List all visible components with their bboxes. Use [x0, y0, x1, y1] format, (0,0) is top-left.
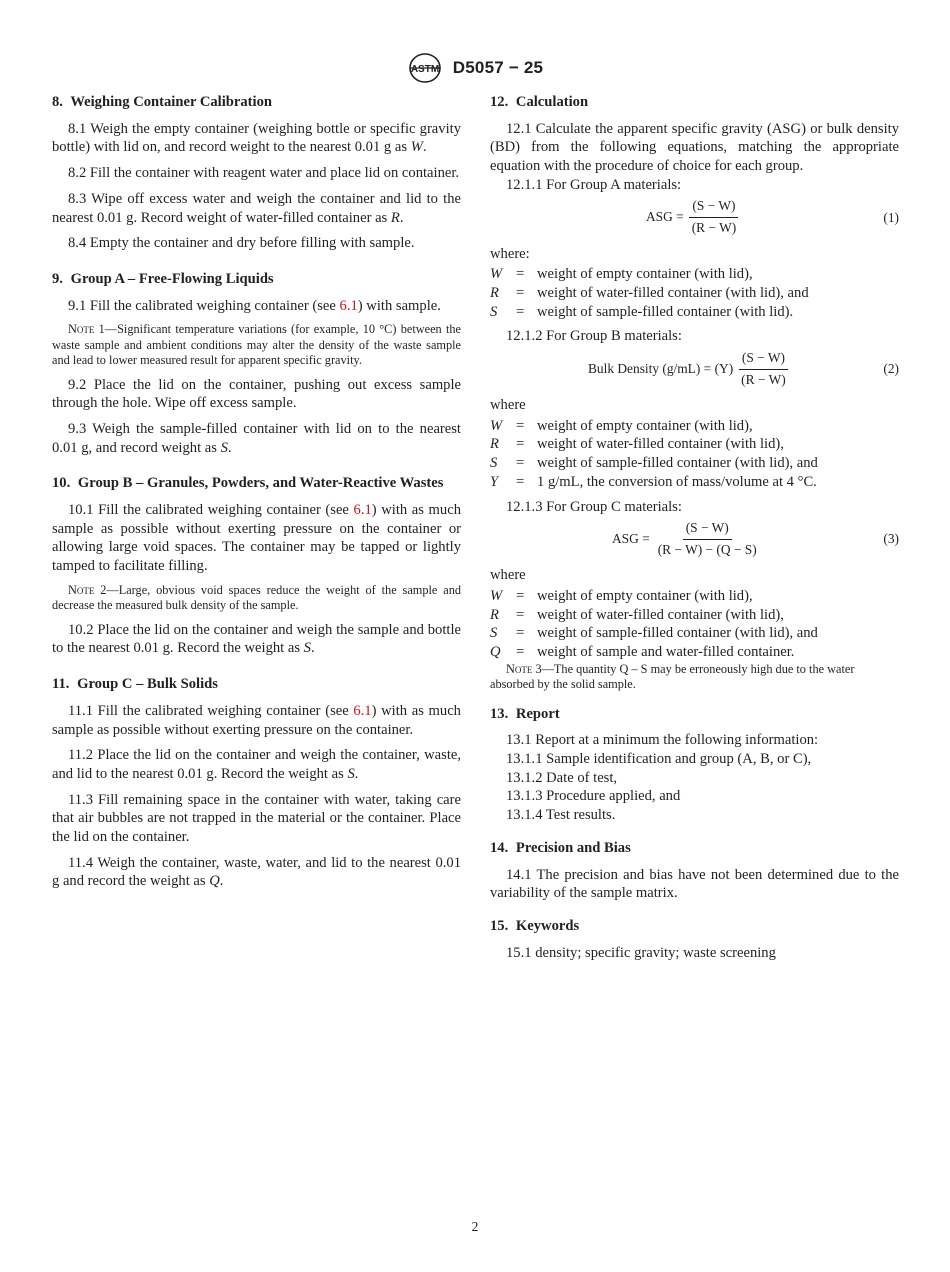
para-11-1: 11.1 Fill the calibrated weighing container (see 6.1) with as much sample as possible without exerting pressure on the container. [52, 702, 461, 738]
definition-symbol: Y [490, 473, 499, 490]
section-12-title: 12. Calculation [490, 94, 589, 110]
para-12-1-2: 12.1.2 For Group B materials: [506, 328, 682, 345]
para-8-3: 8.3 Wipe off excess water and weigh the container and lid to the nearest 0.01 g. Record weight of water-filled container as R. [52, 190, 461, 226]
eq1-numerator: (S − W) [689, 197, 738, 218]
right-column [490, 93, 899, 962]
para-12-1-1: 12.1.1 For Group A materials: [506, 176, 682, 193]
astm-logo-icon [407, 52, 443, 84]
section-9-title: 9. Group A – Free-Flowing Liquids [52, 270, 274, 287]
eq1-number: (1) [883, 209, 899, 225]
definition-row [490, 643, 899, 662]
eq3-lhs: ASG = [612, 530, 650, 546]
para-12-1-3: 12.1.3 For Group C materials: [506, 498, 682, 515]
where-3: where [490, 567, 526, 584]
definition-equals: = [516, 455, 525, 472]
definition-symbol: W [490, 266, 503, 283]
definition-row [490, 454, 899, 473]
ref-6-1-link[interactable]: 6.1 [353, 702, 372, 719]
para-10-1: 10.1 Fill the calibrated weighing container (see 6.1) with as much sample as possible without exerting pressure on the container or allowing large void spaces. The container may be tapped or lightly tamped to facilitate filling. [52, 502, 461, 575]
note-3: Note 3—The quantity Q – S may be erroneously high due to the water absorbed by the solid sample. [490, 661, 855, 692]
para-8-2: 8.2 Fill the container with reagent water and place lid on container. [68, 165, 460, 182]
definition-symbol: R [490, 436, 499, 453]
section-15-title: 15. Keywords [490, 917, 580, 934]
definition-symbol: S [490, 455, 498, 472]
where-2: where [490, 397, 526, 414]
definition-text: weight of sample-filled container (with lid), and [537, 455, 818, 472]
definition-text: weight of water-filled container (with lid), and [537, 284, 809, 301]
note-1: Note 1—Significant temperature variations (for example, 10 °C) between the waste sample and ambient conditions may alter the density of the waste sample and lead to lower measured result for apparent specific gravity. [52, 322, 461, 368]
defs-1 [490, 265, 899, 321]
eq1-lhs: ASG = [646, 209, 684, 225]
ref-6-1-link[interactable]: 6.1 [353, 502, 372, 519]
ref-6-1-link[interactable]: 6.1 [339, 297, 358, 314]
definition-equals: = [516, 606, 525, 623]
definition-text: weight of sample and water-filled container. [537, 644, 795, 661]
equation-2 [490, 348, 899, 390]
section-8-title: 8. Weighing Container Calibration [52, 94, 272, 110]
para-11-2: 11.2 Place the lid on the container and weigh the container, waste, and lid to the nearest 0.01 g. Record the weight as S. [52, 747, 461, 782]
definition-symbol: W [490, 587, 503, 604]
defs-2 [490, 417, 899, 492]
definition-equals: = [516, 436, 525, 453]
para-10-2: 10.2 Place the lid on the container and weigh the sample and bottle to the nearest 0.01 g. Record the weight as S. [52, 621, 461, 657]
definition-row [490, 303, 899, 322]
definition-text: weight of empty container (with lid), [537, 266, 753, 283]
definition-text: weight of water-filled container (with lid), [537, 436, 784, 453]
definition-equals: = [516, 644, 525, 661]
para-8-1: 8.1 Weigh the empty container (weighing bottle or specific gravity bottle) with lid on, and record weight to the nearest 0.01 g as W. [52, 120, 461, 156]
para-13-1-3: 13.1.3 Procedure applied, and [506, 788, 681, 805]
definition-text: weight of sample-filled container (with lid). [537, 303, 794, 320]
definition-symbol: S [490, 303, 498, 320]
page-number: 2 [471, 1219, 479, 1234]
definition-equals: = [516, 303, 525, 320]
section-14-title: 14. Precision and Bias [490, 839, 631, 856]
page-header [0, 52, 950, 86]
para-13-1-2: 13.1.2 Date of test, [506, 769, 618, 786]
para-11-4: 11.4 Weigh the container, waste, water, and lid to the nearest 0.01 g and record the weight as Q. [52, 854, 461, 890]
definition-row [490, 284, 899, 303]
defs-3 [490, 587, 899, 662]
definition-row [490, 473, 899, 492]
equation-3 [490, 518, 899, 560]
para-13-1-1: 13.1.1 Sample identification and group (A, B, or C), [506, 750, 812, 767]
equation-1 [490, 197, 899, 239]
section-10-title: 10. Group B – Granules, Powders, and Water-Reactive Wastes [52, 475, 444, 492]
eq2-numerator: (S − W) [739, 349, 788, 370]
definition-text: weight of empty container (with lid), [537, 587, 753, 604]
para-13-1-4: 13.1.4 Test results. [506, 807, 616, 824]
eq2-denominator: (R − W) [741, 371, 786, 387]
eq3-numerator: (S − W) [683, 519, 732, 540]
definition-row [490, 435, 899, 454]
definition-row [490, 587, 899, 606]
definition-equals: = [516, 625, 525, 642]
para-8-4: 8.4 Empty the container and dry before filling with sample. [68, 235, 415, 252]
definition-text: weight of sample-filled container (with lid), and [537, 625, 818, 642]
definition-equals: = [516, 587, 525, 604]
definition-text: weight of water-filled container (with lid), [537, 606, 784, 623]
para-9-1: 9.1 Fill the calibrated weighing container (see 6.1) with sample. [68, 297, 441, 314]
eq2-number: (2) [883, 361, 899, 377]
standard-designation: D5057 − 25 [452, 58, 544, 77]
eq3-number: (3) [883, 531, 899, 547]
para-9-2: 9.2 Place the lid on the container, pushing out excess sample through the hole. Wipe off excess sample. [52, 376, 461, 412]
note-2: Note 2—Large, obvious void spaces reduce the weight of the sample and decrease the measured bulk density of the sample. [52, 582, 461, 613]
para-14-1: 14.1 The precision and bias have not been determined due to the variability of the sample matrix. [490, 866, 899, 902]
definition-equals: = [516, 266, 525, 283]
para-13-1: 13.1 Report at a minimum the following information: [506, 732, 819, 749]
definition-symbol: W [490, 417, 503, 434]
definition-text: weight of empty container (with lid), [537, 417, 753, 434]
definition-equals: = [516, 417, 525, 434]
para-11-3: 11.3 Fill remaining space in the container with water, taking care that air bubbles are not trapped in the material or the container. Place the lid on the container. [52, 791, 461, 846]
section-13-title: 13. Report [490, 705, 560, 722]
definition-row [490, 265, 899, 284]
para-15-1: 15.1 density; specific gravity; waste screening [506, 944, 776, 961]
svg-text:ASTM: ASTM [410, 64, 439, 75]
definition-row [490, 417, 899, 436]
para-12-1: 12.1 Calculate the apparent specific gravity (ASG) or bulk density (BD) from the following equations, matching the appropriate equation with the procedure of choice for each group. [490, 120, 899, 175]
definition-symbol: S [490, 625, 498, 642]
eq3-denominator: (R − W) − (Q − S) [657, 541, 757, 557]
para-9-3: 9.3 Weigh the sample-filled container with lid on to the nearest 0.01 g, and record weight as S. [52, 420, 461, 456]
definition-symbol: R [490, 284, 499, 301]
definition-text: 1 g/mL, the conversion of mass/volume at 4 °C. [537, 473, 817, 490]
eq2-lhs: Bulk Density (g/mL) = (Y) [588, 360, 734, 376]
definition-row [490, 606, 899, 625]
definition-equals: = [516, 473, 525, 490]
definition-symbol: Q [490, 644, 501, 661]
where-1: where: [490, 245, 530, 262]
left-column [52, 93, 461, 898]
section-11-title: 11. Group C – Bulk Solids [52, 676, 218, 693]
eq1-denominator: (R − W) [691, 220, 737, 236]
definition-symbol: R [490, 606, 499, 623]
definition-equals: = [516, 284, 525, 301]
definition-row [490, 624, 899, 643]
